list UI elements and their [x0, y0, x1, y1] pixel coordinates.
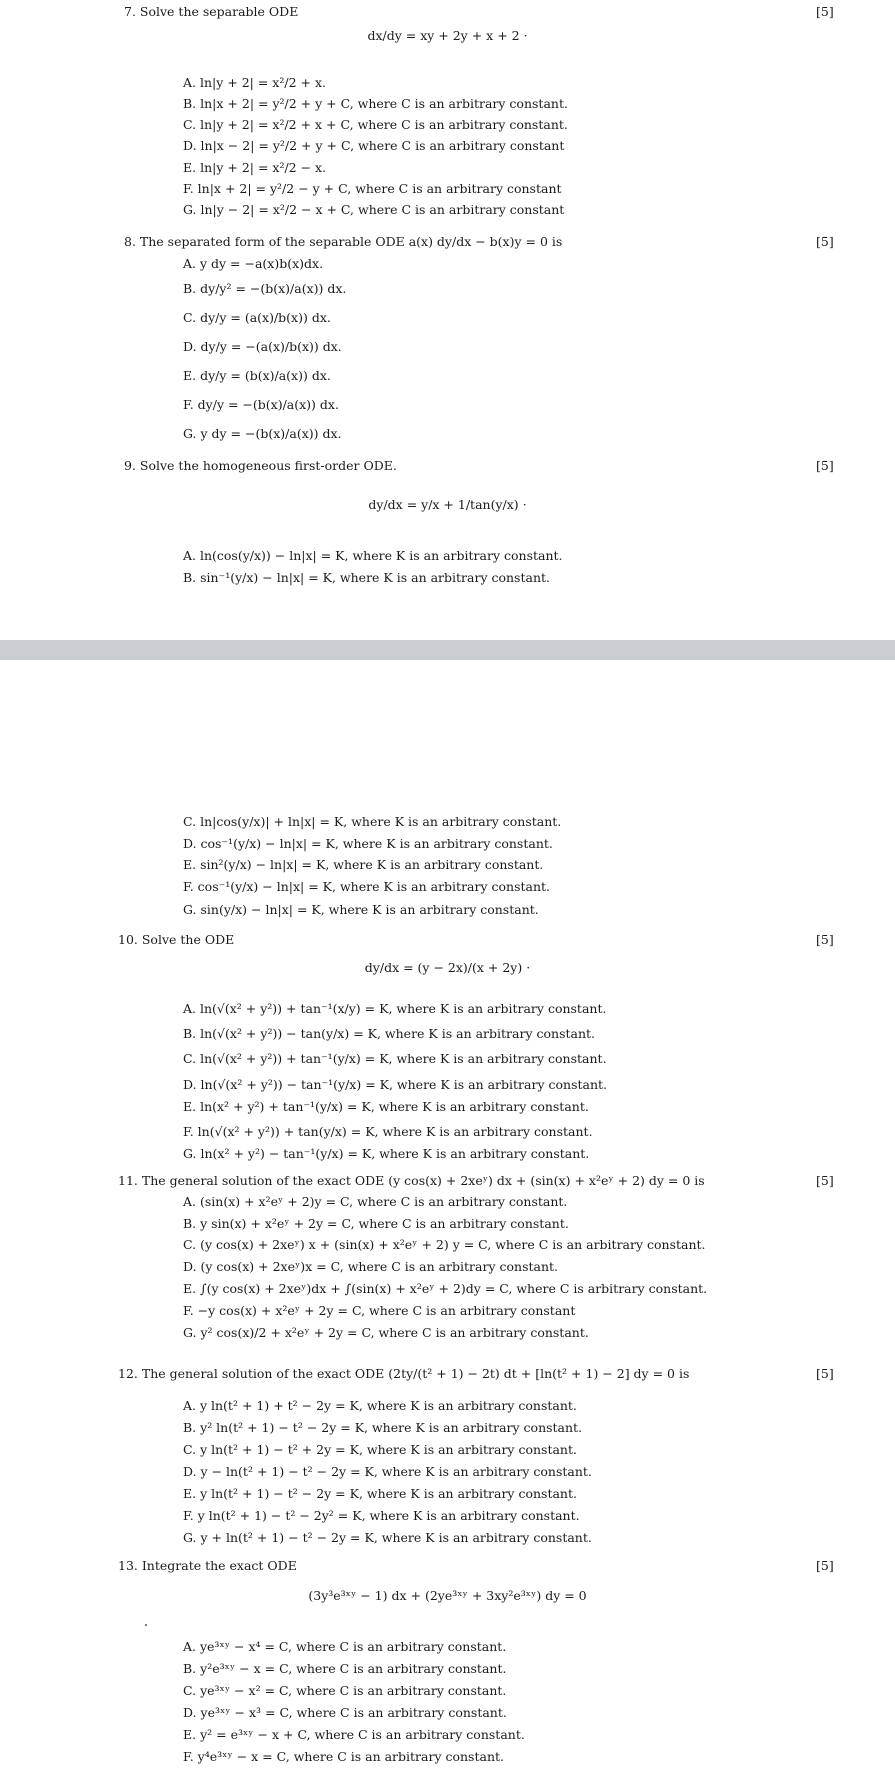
q7-option-b: B. ln|x + 2| = y²/2 + y + C, where C is an arbitrary constant. — [183, 96, 568, 111]
q8-option-c: C. dy/y = (a(x)/b(x)) dx. — [183, 310, 331, 325]
q13-option-d: D. ye³ˣʸ − x³ = C, where C is an arbitrary constant. — [183, 1705, 507, 1720]
q10-option-c: C. ln(√(x² + y²)) + tan⁻¹(y/x) = K, where K is an arbitrary constant. — [183, 1051, 607, 1066]
question-12-prompt: 12. The general solution of the exact ODE (2ty/(t² + 1) − 2t) dt + [ln(t² + 1) − 2] dy = 0 is — [118, 1366, 690, 1381]
q12-option-e: E. y ln(t² + 1) − t² − 2y = K, where K is an arbitrary constant. — [183, 1486, 577, 1501]
q12-option-f: F. y ln(t² + 1) − t² − 2y² = K, where K is an arbitrary constant. — [183, 1508, 580, 1523]
q9-option-b: B. sin⁻¹(y/x) − ln|x| = K, where K is an arbitrary constant. — [183, 570, 550, 585]
q9-option-f: F. cos⁻¹(y/x) − ln|x| = K, where K is an arbitrary constant. — [183, 879, 551, 894]
question-9-marks: [5] — [816, 458, 834, 473]
question-13-equation: (3y³e³ˣʸ − 1) dx + (2ye³ˣʸ + 3xy²e³ˣʸ) dy = 0 — [308, 1588, 587, 1603]
q9-option-d: D. cos⁻¹(y/x) − ln|x| = K, where K is an arbitrary constant. — [183, 836, 553, 851]
q11-option-c: C. (y cos(x) + 2xeʸ) x + (sin(x) + x²eʸ + 2) y = C, where C is an arbitrary constant. — [183, 1237, 706, 1252]
question-11-prompt: 11. The general solution of the exact ODE (y cos(x) + 2xeʸ) dx + (sin(x) + x²eʸ + 2) dy = 0 is — [118, 1173, 705, 1188]
q11-option-e: E. ∫(y cos(x) + 2xeʸ)dx + ∫(sin(x) + x²eʸ + 2)dy = C, where C is arbitrary constant. — [183, 1281, 708, 1296]
q10-option-b: B. ln(√(x² + y²)) − tan(y/x) = K, where K is an arbitrary constant. — [183, 1026, 596, 1041]
q8-option-e: E. dy/y = (b(x)/a(x)) dx. — [183, 368, 331, 383]
q10-option-f: F. ln(√(x² + y²)) + tan(y/x) = K, where K is an arbitrary constant. — [183, 1124, 593, 1139]
q10-option-e: E. ln(x² + y²) + tan⁻¹(y/x) = K, where K is an arbitrary constant. — [183, 1099, 589, 1114]
q7-option-c: C. ln|y + 2| = x²/2 + x + C, where C is an arbitrary constant. — [183, 117, 568, 132]
q13-option-a: A. ye³ˣʸ − x⁴ = C, where C is an arbitrary constant. — [183, 1639, 507, 1654]
question-8-prompt: 8. The separated form of the separable ODE a(x) dy/dx − b(x)y = 0 is — [124, 234, 563, 249]
q11-option-f: F. −y cos(x) + x²eʸ + 2y = C, where C is an arbitrary constant — [183, 1303, 576, 1318]
q8-option-g: G. y dy = −(b(x)/a(x)) dx. — [183, 426, 342, 441]
q7-option-e: E. ln|y + 2| = x²/2 − x. — [183, 160, 327, 175]
q12-option-g: G. y + ln(t² + 1) − t² − 2y = K, where K is an arbitrary constant. — [183, 1530, 592, 1545]
question-13-marks: [5] — [816, 1558, 834, 1573]
question-9-equation: dy/dx = y/x + 1/tan(y/x) · — [368, 497, 527, 512]
question-13-prompt: 13. Integrate the exact ODE — [118, 1558, 297, 1573]
q13-option-c: C. ye³ˣʸ − x² = C, where C is an arbitrary constant. — [183, 1683, 507, 1698]
question-10-marks: [5] — [816, 932, 834, 947]
q7-option-g: G. ln|y − 2| = x²/2 − x + C, where C is an arbitrary constant — [183, 202, 565, 217]
question-10-prompt: 10. Solve the ODE — [118, 932, 235, 947]
q11-option-g: G. y² cos(x)/2 + x²eʸ + 2y = C, where C is an arbitrary constant. — [183, 1325, 589, 1340]
q10-option-g: G. ln(x² + y²) − tan⁻¹(y/x) = K, where K is an arbitrary constant. — [183, 1146, 590, 1161]
q9-option-g: G. sin(y/x) − ln|x| = K, where K is an arbitrary constant. — [183, 902, 539, 917]
q8-option-a: A. y dy = −a(x)b(x)dx. — [183, 256, 324, 271]
question-12-marks: [5] — [816, 1366, 834, 1381]
question-9-prompt: 9. Solve the homogeneous first-order ODE. — [124, 458, 397, 473]
q10-option-d: D. ln(√(x² + y²)) − tan⁻¹(y/x) = K, where K is an arbitrary constant. — [183, 1077, 608, 1092]
page-break-divider — [0, 640, 895, 660]
q12-option-c: C. y ln(t² + 1) − t² + 2y = K, where K is an arbitrary constant. — [183, 1442, 577, 1457]
q7-option-a: A. ln|y + 2| = x²/2 + x. — [183, 75, 326, 90]
q8-option-f: F. dy/y = −(b(x)/a(x)) dx. — [183, 397, 339, 412]
q7-option-f: F. ln|x + 2| = y²/2 − y + C, where C is an arbitrary constant — [183, 181, 562, 196]
question-10-equation: dy/dx = (y − 2x)/(x + 2y) · — [364, 960, 531, 975]
q11-option-b: B. y sin(x) + x²eʸ + 2y = C, where C is an arbitrary constant. — [183, 1216, 569, 1231]
q13-option-e: E. y² = e³ˣʸ − x + C, where C is an arbitrary constant. — [183, 1727, 525, 1742]
q12-option-d: D. y − ln(t² + 1) − t² − 2y = K, where K is an arbitrary constant. — [183, 1464, 592, 1479]
q9-option-e: E. sin²(y/x) − ln|x| = K, where K is an arbitrary constant. — [183, 857, 544, 872]
q9-option-a: A. ln(cos(y/x)) − ln|x| = K, where K is an arbitrary constant. — [183, 548, 563, 563]
q7-option-d: D. ln|x − 2| = y²/2 + y + C, where C is an arbitrary constant — [183, 138, 565, 153]
q13-option-f: F. y⁴e³ˣʸ − x = C, where C is an arbitrary constant. — [183, 1749, 504, 1764]
q8-option-b: B. dy/y² = −(b(x)/a(x)) dx. — [183, 281, 347, 296]
stray-dot — [145, 1624, 147, 1626]
q9-option-c: C. ln|cos(y/x)| + ln|x| = K, where K is an arbitrary constant. — [183, 814, 562, 829]
question-7-equation: dx/dy = xy + 2y + x + 2 · — [367, 28, 528, 43]
q12-option-a: A. y ln(t² + 1) + t² − 2y = K, where K is an arbitrary constant. — [183, 1398, 577, 1413]
q13-option-b: B. y²e³ˣʸ − x = C, where C is an arbitrary constant. — [183, 1661, 507, 1676]
q11-option-d: D. (y cos(x) + 2xeʸ)x = C, where C is an arbitrary constant. — [183, 1259, 558, 1274]
q10-option-a: A. ln(√(x² + y²)) + tan⁻¹(x/y) = K, where K is an arbitrary constant. — [183, 1001, 607, 1016]
question-8-marks: [5] — [816, 234, 834, 249]
q12-option-b: B. y² ln(t² + 1) − t² − 2y = K, where K is an arbitrary constant. — [183, 1420, 583, 1435]
question-7-prompt: 7. Solve the separable ODE — [124, 4, 299, 19]
question-11-marks: [5] — [816, 1173, 834, 1188]
question-7-marks: [5] — [816, 4, 834, 19]
q8-option-d: D. dy/y = −(a(x)/b(x)) dx. — [183, 339, 342, 354]
q11-option-a: A. (sin(x) + x²eʸ + 2)y = C, where C is an arbitrary constant. — [183, 1194, 568, 1209]
